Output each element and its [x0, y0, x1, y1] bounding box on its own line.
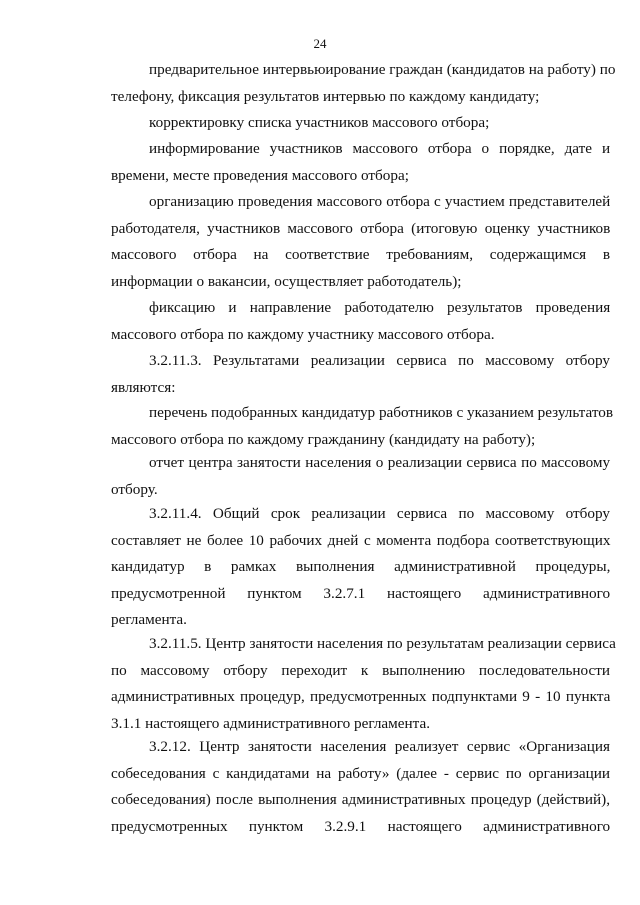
- paragraph-organization: [111, 189, 610, 295]
- text-line: предварительное интервьюирование граждан (кандидатов на работу) по: [149, 61, 616, 78]
- text-line: являются:: [111, 378, 176, 396]
- text-line: информирование участников массового отбора о порядке, дате и: [149, 140, 611, 157]
- text-line: собеседования) после выполнения административных процедур (действий),: [111, 791, 610, 808]
- text-line: работодателя, участников массового отбора (итоговую оценку участников: [111, 219, 611, 237]
- text-line: 3.2.11.5. Центр занятости населения по результатам реализации сервиса: [149, 635, 616, 652]
- text-line: телефону, фиксация результатов интервью по каждому кандидату;: [111, 87, 540, 105]
- text-line: фиксацию и направление работодателю результатов проведения: [149, 299, 611, 316]
- text-line: массового отбора по каждому гражданину (кандидату на работу);: [111, 430, 536, 448]
- text-line: корректировку списка участников массового отбора;: [149, 114, 490, 131]
- paragraph-fixation: [111, 295, 610, 348]
- paragraph-3-2-11-3: [111, 348, 610, 401]
- text-line: информации о вакансии, осуществляет работодатель);: [111, 272, 462, 290]
- text-line: по массовому отбору переходит к выполнению последовательности: [111, 661, 610, 679]
- text-line: предусмотренных пунктом 3.2.9.1 настоящего административного: [111, 817, 611, 835]
- text-line: массового отбора по каждому участнику массового отбора.: [111, 325, 495, 343]
- paragraph-3-2-11-5: [111, 631, 616, 737]
- text-line: 3.2.12. Центр занятости населения реализует сервис «Организация: [149, 738, 610, 755]
- paragraph-3-2-11-4: [111, 501, 610, 634]
- text-line: административных процедур, предусмотренных подпунктами 9 - 10 пункта: [111, 688, 611, 705]
- paragraph-correction: [111, 110, 610, 137]
- page-number: 24: [313, 36, 327, 51]
- paragraph-report: [111, 450, 610, 503]
- text-line: времени, месте проведения массового отбора;: [111, 166, 409, 184]
- text-line: 3.2.11.3. Результатами реализации сервиса по массовому отбору: [149, 352, 610, 369]
- text-line: организацию проведения массового отбора с участием представителей: [149, 193, 611, 210]
- text-line: составляет не более 10 рабочих дней с момента подбора соответствующих: [111, 531, 611, 549]
- paragraph-interview: [111, 57, 616, 110]
- paragraph-candidate-list: [111, 400, 614, 453]
- text-line: массового отбора на соответствие требованиям, содержащимся в: [111, 246, 610, 263]
- paragraph-3-2-12: [111, 734, 610, 840]
- text-line: кандидатур в рамках выполнения административной процедуры,: [111, 558, 611, 575]
- text-line: регламента.: [111, 611, 187, 628]
- text-line: 3.1.1 настоящего административного регламента.: [111, 714, 431, 732]
- text-line: собеседования с кандидатами на работу» (далее - сервис по организации: [111, 764, 610, 782]
- text-line: перечень подобранных кандидатур работников с указанием результатов: [149, 404, 614, 421]
- text-line: отбору.: [111, 480, 158, 498]
- text-line: 3.2.11.4. Общий срок реализации сервиса по массовому отбору: [149, 505, 610, 522]
- text-line: предусмотренной пунктом 3.2.7.1 настоящего административного: [111, 584, 611, 602]
- text-line: отчет центра занятости населения о реализации сервиса по массовому: [149, 454, 611, 471]
- paragraph-informing: [111, 136, 610, 189]
